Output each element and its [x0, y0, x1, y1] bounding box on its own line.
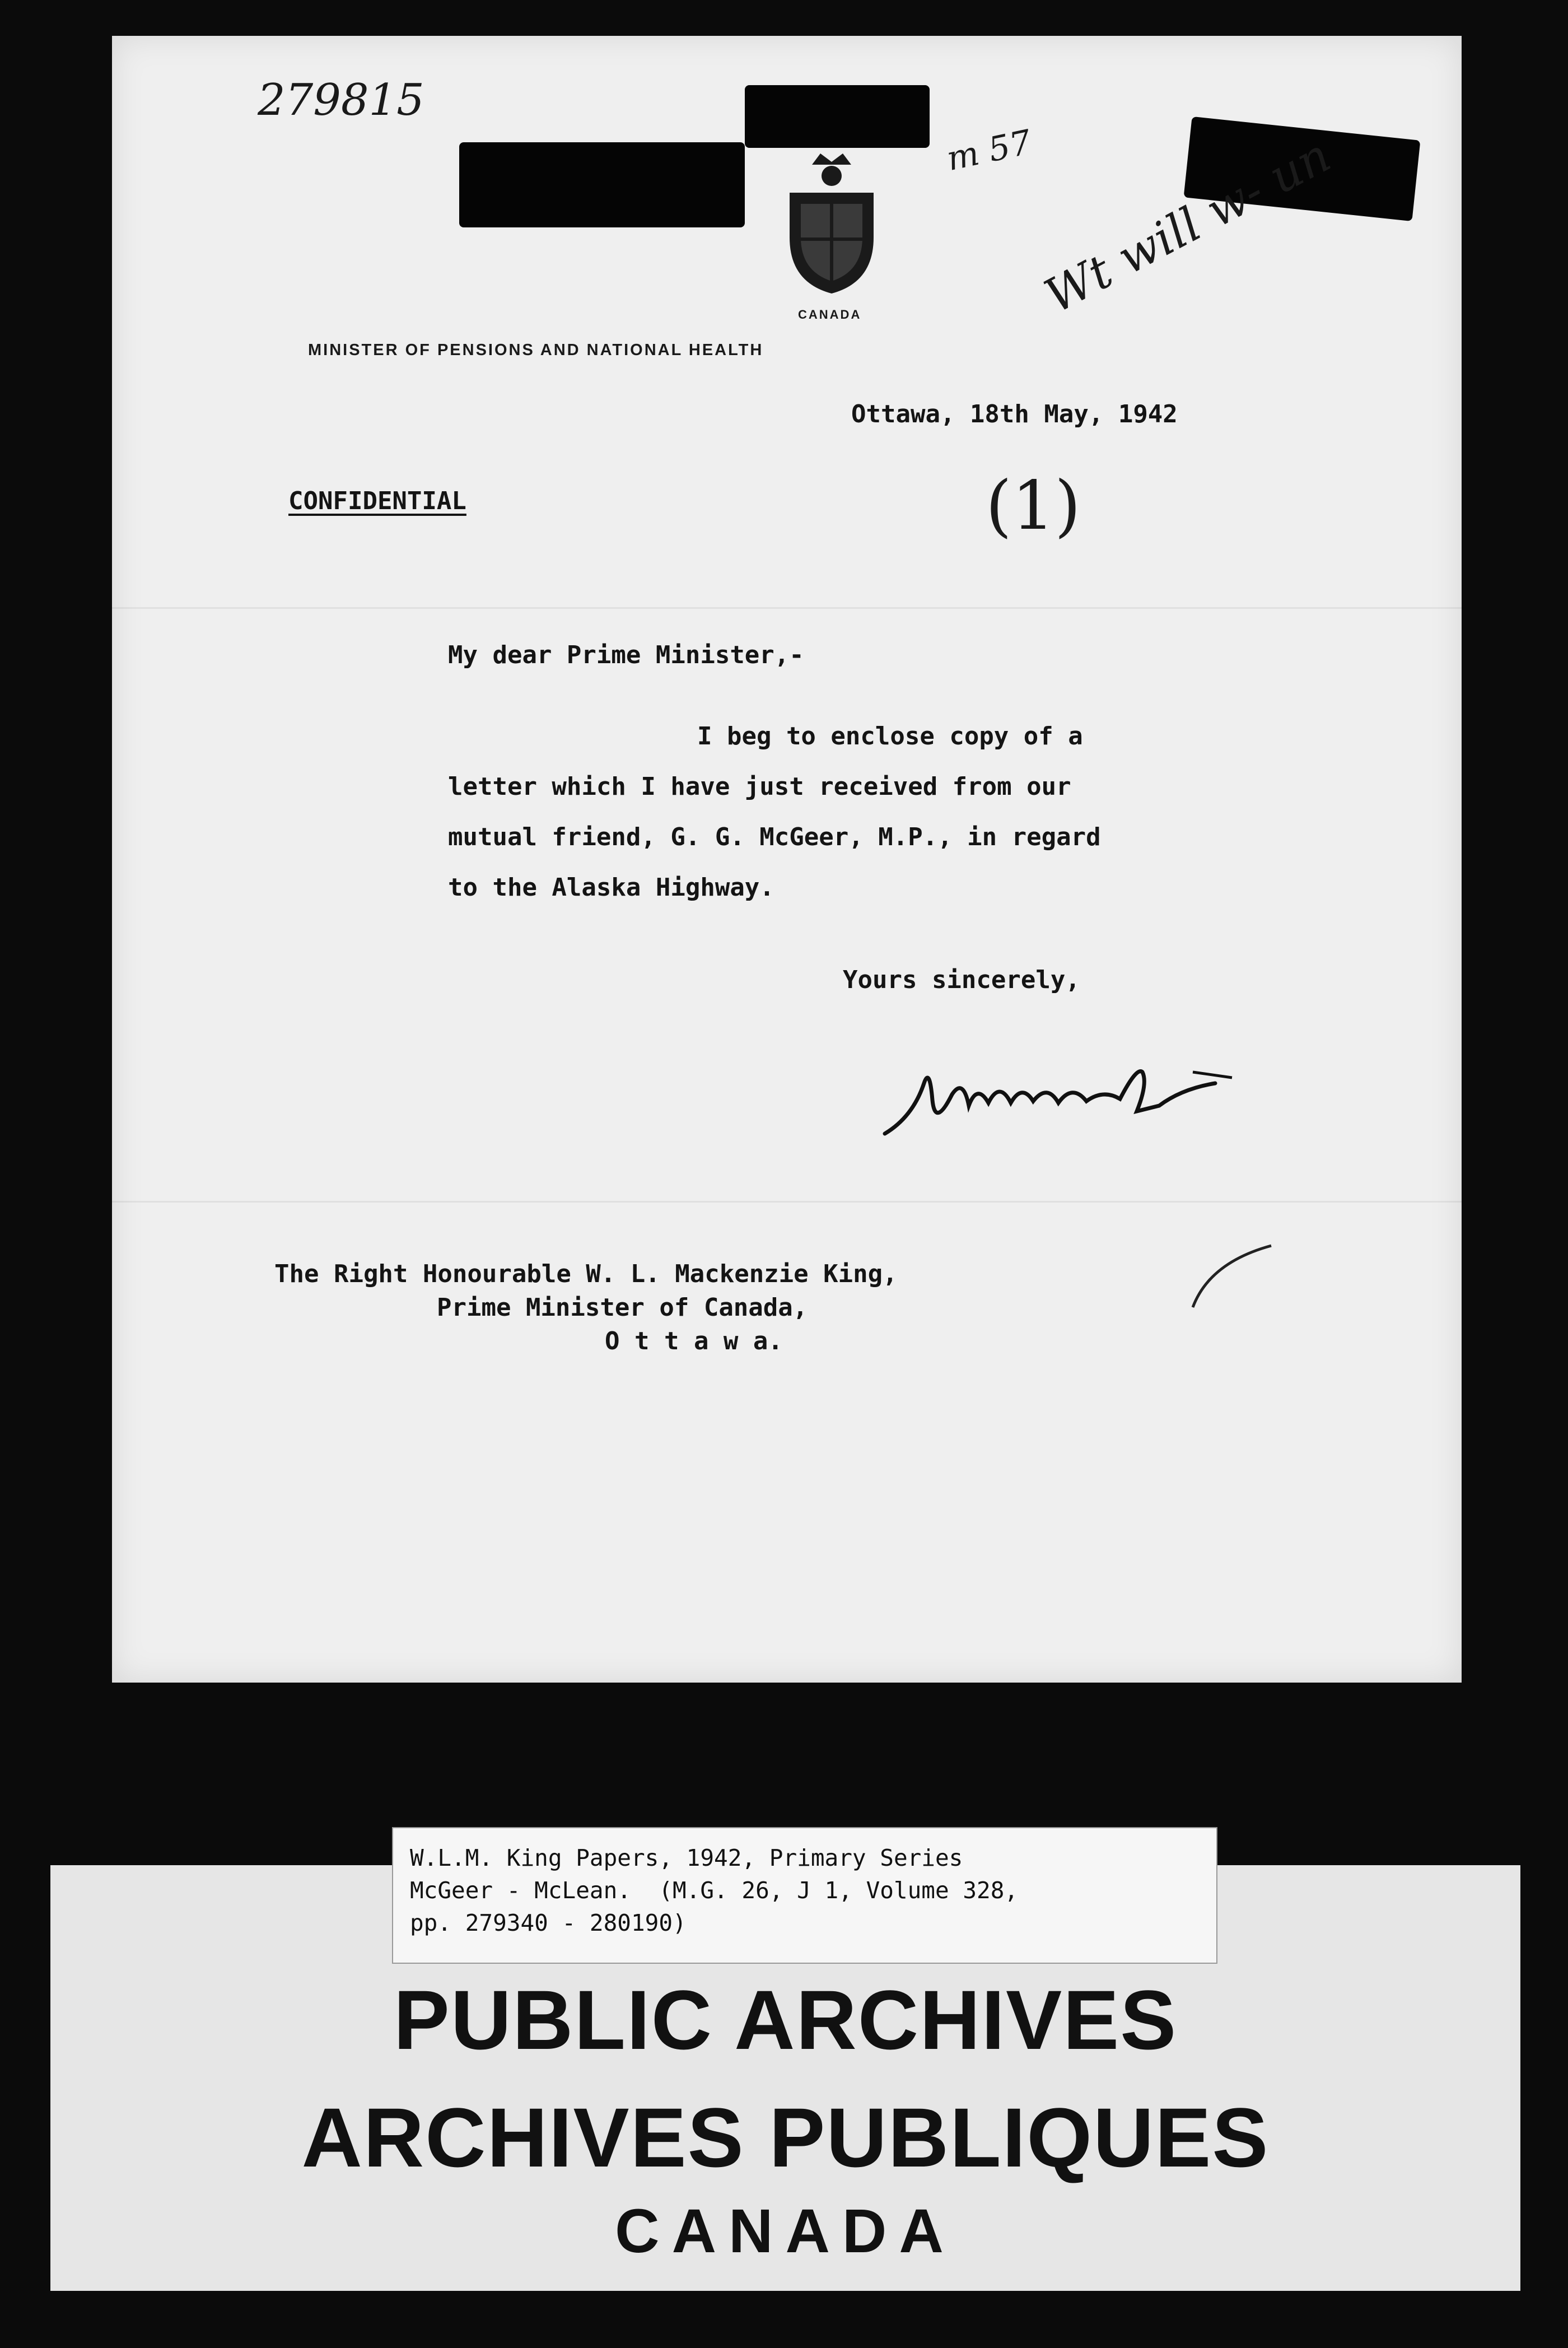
archive-reference-line: W.L.M. King Papers, 1942, Primary Series	[410, 1844, 963, 1871]
redaction-bar	[745, 85, 930, 148]
body-line: letter which I have just received from our	[448, 772, 1071, 801]
file-number: 279815	[258, 75, 424, 125]
signature	[879, 1050, 1238, 1150]
pencil-mark	[1187, 1240, 1299, 1319]
margin-note: m 57	[943, 122, 1035, 179]
recipient-line: The Right Honourable W. L. Mackenzie King,	[274, 1260, 898, 1288]
archive-reference-line: pp. 279340 - 280190)	[410, 1909, 687, 1936]
enclosure-mark: (1)	[986, 467, 1081, 545]
closing: Yours sincerely,	[843, 966, 1080, 994]
letter-date: Ottawa, 18th May, 1942	[851, 400, 1178, 428]
classification-label: CONFIDENTIAL	[288, 487, 466, 515]
archive-stamp-line: CANADA	[615, 2197, 956, 2266]
recipient-line: Prime Minister of Canada,	[437, 1293, 808, 1322]
salutation: My dear Prime Minister,-	[448, 641, 804, 669]
archive-reference-line: McGeer - McLean. (M.G. 26, J 1, Volume 328,	[410, 1877, 1019, 1904]
corner-note: Wt will w- un	[1035, 128, 1340, 324]
crest-label: CANADA	[798, 308, 862, 322]
coat-of-arms-icon	[778, 153, 885, 299]
archive-reference-text	[410, 1842, 1018, 1939]
archive-stamp-line: PUBLIC ARCHIVES	[393, 1973, 1178, 2067]
fold-line	[112, 1201, 1462, 1203]
recipient-line: O t t a w a.	[605, 1327, 783, 1355]
redaction-bar	[459, 142, 745, 227]
department-heading: MINISTER OF PENSIONS AND NATIONAL HEALTH	[308, 341, 764, 359]
letter-page	[112, 36, 1462, 1683]
fold-line	[112, 607, 1462, 609]
archive-reference-label	[392, 1827, 1217, 1964]
body-line: to the Alaska Highway.	[448, 873, 774, 902]
body-line: I beg to enclose copy of a	[697, 722, 1083, 751]
body-line: mutual friend, G. G. McGeer, M.P., in regard	[448, 823, 1101, 851]
archive-stamp-line: ARCHIVES PUBLIQUES	[301, 2090, 1270, 2184]
